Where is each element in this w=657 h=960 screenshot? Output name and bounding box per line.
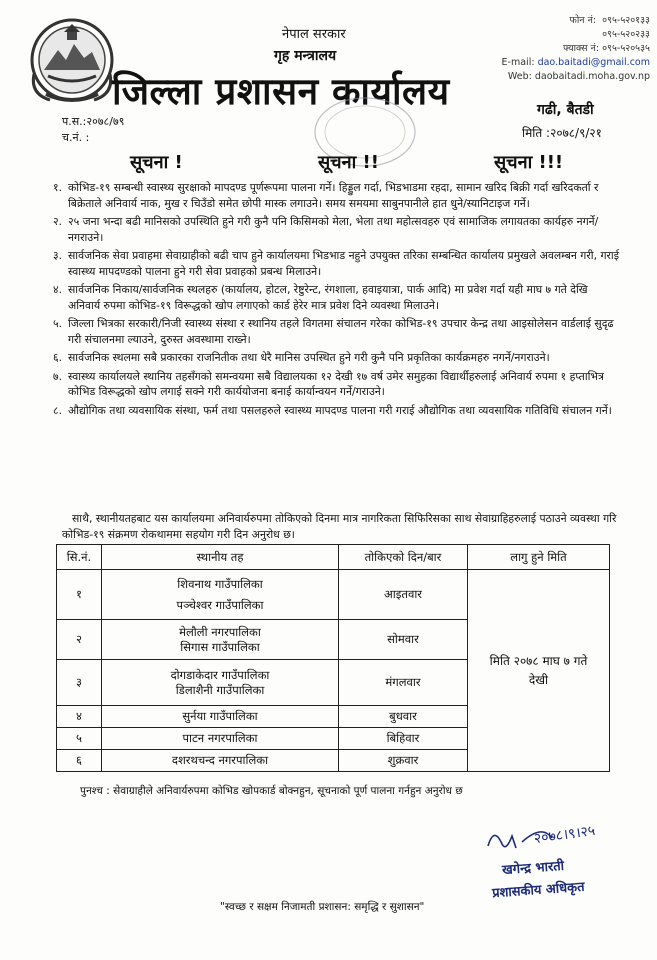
point-text: सार्वजनिक सेवा प्रवाहमा सेवाग्राहीको बढी चाप हुने कार्यालयमा भिडभाड नहुने उपयुक्त तरिका सम्बन्धित कार्यालय प्रमुखले अवलम्बन गरी, गराई स्वास्थ्य मापदण्डको पालना हुने गरी सेवा प्रवाहको प्रबन्ध मिलाउने। [68,249,620,278]
row-units [102,660,339,706]
row-sn: ६ [57,750,102,772]
row-sn: १ [57,570,102,620]
signatory-name: खगेन्द्र भारती [501,858,565,879]
row-day: सोमवार [339,620,468,660]
header-sn: सि.नं. [57,545,102,570]
document-date: मिति :२०७८/९/२१ [522,126,602,140]
point-number: ७. [52,369,62,383]
unit-name: मेलौली नगरपालिका [179,624,261,639]
office-title: जिल्ला प्रशासन कार्यालय [112,70,450,113]
table-header-row [57,545,610,570]
notice-title-1: सूचना ! [130,152,183,173]
office-location: गढी, बैतडी [537,102,594,118]
list-item [32,403,622,419]
ministry-name: गृह मन्त्रालय [274,48,337,64]
unit-name: सुर्नया गाउँपालिका [182,709,258,723]
point-text: सार्वजनिक स्थलमा सबै प्रकारका राजनितीक तथा धेरै मानिस उपस्थित हुने गरी कुनै पनि प्रकृतिका कार्यक्रमहरु नगर्ने/नगराउने। [68,351,550,364]
row-day: शुक्रवार [339,750,468,772]
email-link[interactable]: dao.baitadi@gmail.com [537,57,650,68]
row-units [102,706,339,728]
row-day: मंगलवार [339,660,468,706]
row-sn: ४ [57,706,102,728]
point-number: ३. [52,249,62,262]
row-units [102,620,339,660]
row-sn: ३ [57,660,102,706]
unit-name: सिगास गाउँपालिका [180,639,260,654]
dispatch-number: च.नं. : [62,131,90,144]
header-effective-date: लागु हुने मिति [468,545,610,570]
point-number: ६. [52,351,62,364]
fax-label: फ्याक्स नं: [562,43,600,54]
row-units [102,750,339,772]
phone-label: फोन नं: [569,15,597,26]
additional-request: साथै, स्थानीयतहबाट यस कार्यालयमा अनिवार्यरुपमा तोकिएको दिनमा मात्र नागरिकता सिफिरिसका साथ सेवाग्राहिहरुलाई पठाउने व्यवस्था गरि कोभिड-१९ संक्रमण रोकथाममा सहयोग गरी दिन अनुरोध छ। [62,512,617,541]
row-day: बिहिवार [339,728,468,750]
unit-name: शिवनाथ गाउँपालिका [177,576,263,591]
effective-date-cell [468,570,610,772]
point-number: ८. [52,403,62,417]
point-text: कोभिड-१९ सम्बन्धी स्वास्थ्य सुरक्षाको मापदण्ड पूर्णरूपमा पालना गर्ने। हिड्डुल गर्दा, भिडभाडमा रहदा, सामान खरिद बिक्री गर्दा खरिदकर्ता र बिक्रेताले अनिवार्य नाक, मुख र चिउँडो समेत छोपी मास्क लगाउने। समय समयमा साबुनपानीले हात धुने/स्यानिटाइज गर्ने। [68,181,599,210]
row-sn: ५ [57,728,102,750]
row-day: बुधवार [339,706,468,728]
phone-number-2: ०९५-५२०२३३ [602,29,650,40]
effective-date-line2: देखी [528,672,549,687]
web-label: Web: [507,71,532,82]
row-units [102,570,339,620]
postscript-note: पुनश्च : सेवाग्राहीले अनिवार्यरुपमा कोभिड खोपकार्ड बोक्नहुन, सूचनाको पूर्ण पालना गर्नहुन अनुरोध छ [80,785,463,797]
row-units [102,728,339,750]
unit-name: पञ्चेश्वर गाउँपालिका [176,597,264,612]
list-item [32,282,622,313]
point-number: ५. [52,317,62,330]
point-text: औद्योगिक तथा व्यवसायिक संस्था, फर्म तथा पसलहरुले स्वास्थ्य मापदण्ड पालना गरी गराई औद्योगिक तथा व्यवसायिक गतिविधि संचालन गर्ने। [68,403,612,417]
notice-points-list [32,180,622,421]
notice-title-2: सूचना !! [318,152,379,173]
header-assigned-day: तोकिएको दिन/बार [339,545,468,570]
point-number: ४. [52,283,62,296]
government-name: नेपाल सरकार [282,27,346,42]
phone-number-1: ०९५-५२०१३३ [602,15,650,26]
list-item [32,369,622,400]
table-row [57,570,610,620]
row-day: आइतवार [339,570,468,620]
notice-title-3: सूचना !!! [494,152,564,173]
fax-number: ०९५-५२०५३५ [602,43,650,54]
schedule-table [56,544,610,772]
list-item [32,316,622,347]
email-row [478,56,650,70]
svg-text:२०७८।९।२५: २०७८।९।२५ [532,822,597,848]
unit-name: दशरथचन्द नगरपालिका [171,753,269,767]
contact-block [478,14,650,84]
fax-row [478,42,650,56]
phone-row-2 [478,28,650,42]
point-text: स्वास्थ्य कार्यालयले स्थानिय तहसँगको समन्वयमा सबै विद्यालयका १२ देखी १७ वर्ष उमेर समुहका विद्यार्थीहरुलाई अनिवार्य रुपमा १ हप्ताभित्र कोभिड विरूद्धको खोप लगाई सक्ने गरी कार्ययोजना बनाई कार्यान्वयन गर्ने/गराउने। [68,369,604,398]
phone-row [478,14,650,28]
unit-name: दोगडाकेदार गाउँपालिका [170,667,270,682]
unit-name: पाटन नगरपालिका [182,731,258,745]
nepal-emblem-icon [26,14,118,106]
list-item [32,214,622,245]
point-text: जिल्ला भित्रका सरकारी/निजी स्वास्थ्य संस्था र स्थानिय तहले विगतमा संचालन गरेका कोभिड-१९ उपचार केन्द्र तथा आइसोलेसन वार्डलाई सुदृढ गरी संचालनमा ल्याउने, दुरुस्त अवस्थामा राख्ने। [68,317,614,346]
reference-number: प.स.:२०७८/७९ [62,115,125,128]
list-item [32,248,622,279]
web-row [478,70,650,84]
web-link[interactable]: daobaitadi.moha.gov.np [534,71,650,82]
footer-slogan: "स्वच्छ र सक्षम निजामती प्रशासन: समृद्धि र सुशासन" [220,901,425,913]
point-text: सार्वजनिक निकाय/सार्वजनिक स्थलहरु (कार्यालय, होटल, रेष्टुरेन्ट, रंगशाला, हवाइयात्रा, पार्क आदि) मा प्रवेश गर्दा यही माघ ७ गते देखि अनिवार्य रुपमा कोभिड-१९ विरूद्धको खोप लगाएको कार्ड हेरेर मात्र प्रवेश दिने व्यवस्था मिलाउने। [68,283,588,312]
effective-date-line1: मिति २०७८ माघ ७ गते [489,653,588,668]
point-text: २५ जना भन्दा बढी मानिसको उपस्थिति हुने गरी कुनै पनि किसिमको मेला, भेला तथा महोत्सवहरु एवं सामाजिक लगायतका कार्यहरु नगर्ने/नगराउने। [68,215,599,244]
list-item [32,350,622,366]
point-number: २. [52,215,62,228]
signatory-title: प्रशासकीय अधिकृत [491,879,586,902]
point-number: १. [52,181,62,194]
list-item [32,180,622,211]
email-label: E-mail: [501,57,535,68]
row-sn: २ [57,620,102,660]
signature-icon [482,816,632,858]
unit-name: डिलाशैनी गाउँपालिका [175,682,265,697]
header-local-unit: स्थानीय तह [102,545,339,570]
